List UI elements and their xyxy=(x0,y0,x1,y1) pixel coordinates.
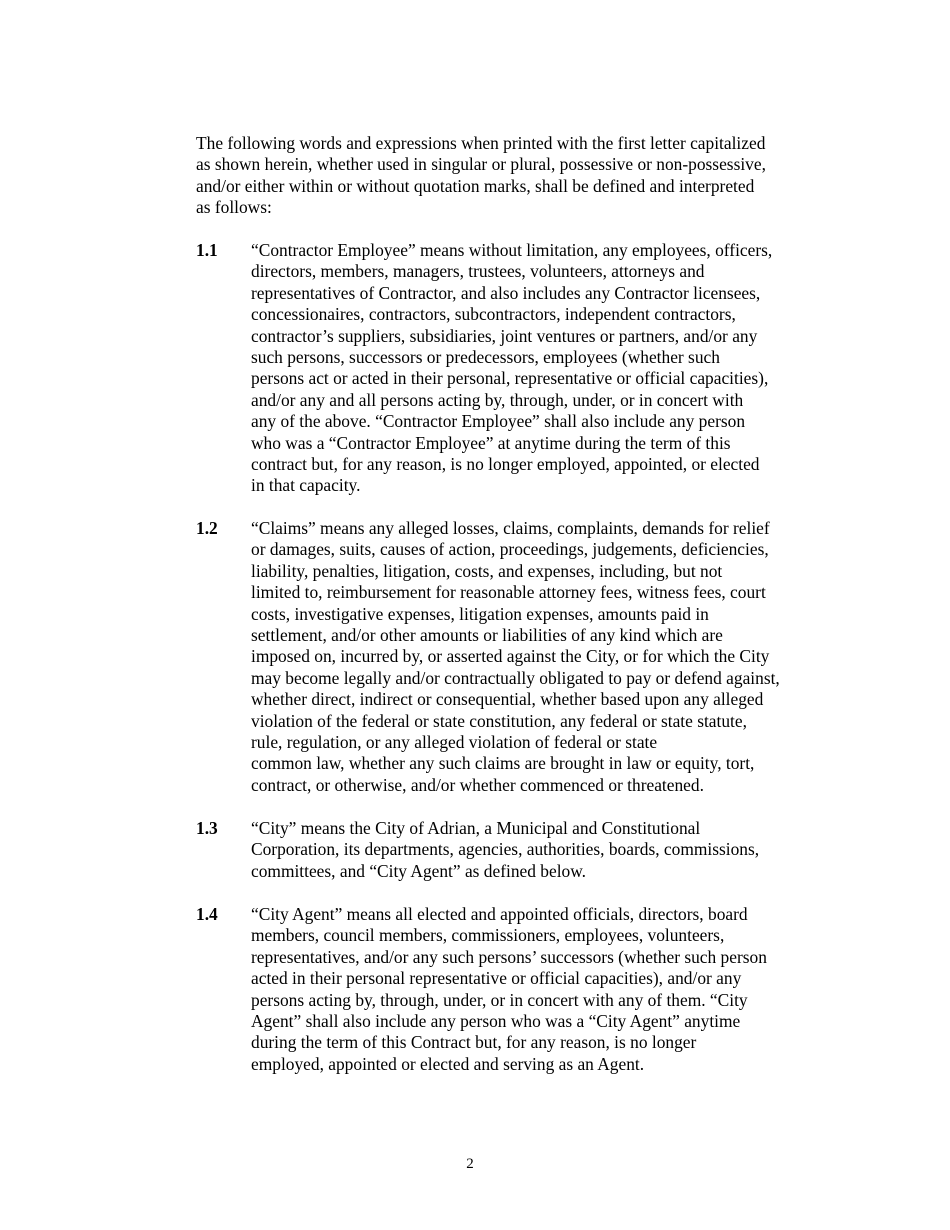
text-line: liability, penalties, litigation, costs, and expenses, including, but not xyxy=(251,560,723,581)
text-line: imposed on, incurred by, or asserted against the City, or for which the City xyxy=(251,646,770,667)
text-line: members, council members, commissioners, employees, volunteers, xyxy=(251,925,725,946)
text-line: whether direct, indirect or consequential, whether based upon any alleged xyxy=(251,689,764,710)
text-line: violation of the federal or state constitution, any federal or state statute, xyxy=(251,710,747,731)
section-text xyxy=(251,904,823,1075)
text-line: may become legally and/or contractually obligated to pay or defend against, xyxy=(251,667,780,688)
text-line: employed, appointed or elected and serving as an Agent. xyxy=(251,1053,645,1074)
text-line: contractor’s suppliers, subsidiaries, joint ventures or partners, and/or any xyxy=(251,325,758,346)
section-number: 1.3 xyxy=(196,818,218,838)
text-line: persons acting by, through, under, or in concert with any of them. “City xyxy=(251,989,748,1010)
section-text xyxy=(251,518,823,796)
text-line: concessionaires, contractors, subcontractors, independent contractors, xyxy=(251,304,736,325)
text-line: who was a “Contractor Employee” at anytime during the term of this xyxy=(251,432,731,453)
section-text xyxy=(251,818,823,882)
text-line: limited to, reimbursement for reasonable attorney fees, witness fees, court xyxy=(251,582,766,603)
text-line: contract, or otherwise, and/or whether commenced or threatened. xyxy=(251,774,704,795)
text-line: directors, members, managers, trustees, volunteers, attorneys and xyxy=(251,261,705,282)
text-line: common law, whether any such claims are brought in law or equity, tort, xyxy=(251,753,755,774)
text-line: representatives of Contractor, and also includes any Contractor licensees, xyxy=(251,282,761,303)
text-line: settlement, and/or other amounts or liabilities of any kind which are xyxy=(251,625,723,646)
section-text xyxy=(251,240,823,497)
text-line: representatives, and/or any such persons’ successors (whether such person xyxy=(251,946,767,967)
text-line: and/or any and all persons acting by, through, under, or in concert with xyxy=(251,389,744,410)
section-number: 1.2 xyxy=(196,518,218,538)
section-number: 1.1 xyxy=(196,240,218,260)
text-line: any of the above. “Contractor Employee” shall also include any person xyxy=(251,411,746,432)
text-line: “City” means the City of Adrian, a Municipal and Constitutional xyxy=(251,818,701,838)
intro-paragraph xyxy=(196,133,821,219)
text-line: persons act or acted in their personal, representative or official capacities), xyxy=(251,368,769,389)
text-line: acted in their personal representative or official capacities), and/or any xyxy=(251,968,742,989)
text-line: and/or either within or without quotation marks, shall be defined and interpreted xyxy=(196,175,755,196)
page-number: 2 xyxy=(466,1156,474,1172)
text-line: “Contractor Employee” means without limitation, any employees, officers, xyxy=(251,240,773,260)
text-line: as shown herein, whether used in singular or plural, possessive or non-possessive, xyxy=(196,154,766,175)
text-line: or damages, suits, causes of action, proceedings, judgements, deficiencies, xyxy=(251,539,769,560)
text-line: contract but, for any reason, is no longer employed, appointed, or elected xyxy=(251,454,760,475)
section-number: 1.4 xyxy=(196,904,218,924)
text-line: costs, investigative expenses, litigation expenses, amounts paid in xyxy=(251,603,709,624)
text-line: committees, and “City Agent” as defined below. xyxy=(251,860,586,881)
text-line: rule, regulation, or any alleged violation of federal or state xyxy=(251,732,658,753)
text-line: Corporation, its departments, agencies, authorities, boards, commissions, xyxy=(251,839,760,860)
text-line: Agent” shall also include any person who was a “City Agent” anytime xyxy=(251,1011,741,1032)
text-line: as follows: xyxy=(196,197,272,218)
text-line: “Claims” means any alleged losses, claims, complaints, demands for relief xyxy=(251,518,770,538)
text-line: during the term of this Contract but, for any reason, is no longer xyxy=(251,1032,697,1053)
text-line: “City Agent” means all elected and appointed officials, directors, board xyxy=(251,904,748,924)
text-line: such persons, successors or predecessors, employees (whether such xyxy=(251,347,720,368)
text-line: The following words and expressions when printed with the first letter capitalized xyxy=(196,133,766,153)
text-line: in that capacity. xyxy=(251,475,361,496)
